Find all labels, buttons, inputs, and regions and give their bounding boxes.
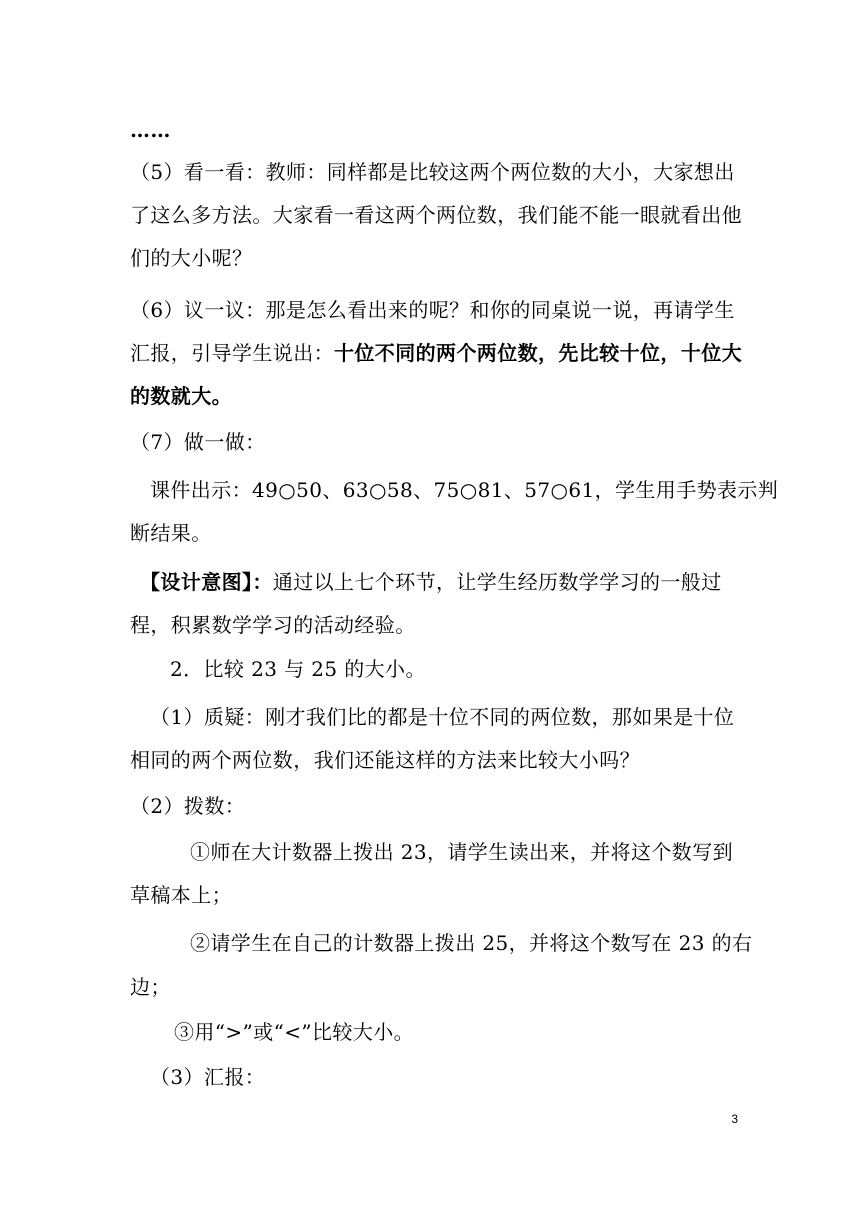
- paragraph-6-line-2: 汇报，引导学生说出：十位不同的两个两位数，先比较十位，十位大: [130, 341, 742, 365]
- design-intent-line-2: 程，积累数学学习的活动经验。: [130, 613, 416, 637]
- step-3-line: ③用“>”或“<”比较大小。: [174, 1020, 415, 1044]
- paragraph-6-line-1: （6）议一议：那是怎么看出来的呢？和你的同桌说一说，再请学生: [130, 298, 735, 322]
- paragraph-5-line-3: 们的大小呢？: [130, 246, 253, 270]
- question-line-2: 相同的两个两位数，我们还能这样的方法来比较大小吗？: [130, 748, 640, 772]
- step-1-line-2: 草稿本上；: [130, 883, 232, 907]
- design-intent-line-1: 【设计意图】：通过以上七个环节，让学生经历数学学习的一般过: [140, 570, 722, 594]
- step-2-line-2: 边；: [130, 975, 171, 999]
- dial-numbers-heading: （2）拨数：: [130, 794, 246, 818]
- question-line-1: （1）质疑：刚才我们比的都是十位不同的两位数，那如果是十位: [150, 705, 735, 729]
- paragraph-5-line-1: （5）看一看：教师：同样都是比较这两个两位数的大小，大家想出: [130, 160, 735, 184]
- ellipsis-line: ……: [130, 118, 171, 142]
- page-number: 3: [731, 1112, 738, 1126]
- paragraph-6-line-3: 的数就大。: [130, 384, 232, 408]
- step-1-line-1: ①师在大计数器上拨出 23，请学生读出来，并将这个数写到: [190, 840, 734, 864]
- paragraph-5-line-2: 了这么多方法。大家看一看这两个两位数，我们能不能一眼就看出他: [130, 203, 742, 227]
- conclusion-bold-text: 十位不同的两个两位数，先比较十位，十位大: [334, 341, 742, 365]
- courseware-line-2: 断结果。: [130, 521, 212, 545]
- step-2-line-1: ②请学生在自己的计数器上拨出 25，并将这个数写在 23 的右: [190, 931, 753, 955]
- courseware-line-1: 课件出示：49○50、63○58、75○81、57○61，学生用手势表示判: [150, 478, 779, 502]
- design-intent-label: 【设计意图】：: [140, 570, 273, 594]
- report-heading: （3）汇报：: [150, 1065, 266, 1089]
- section-2-heading: 2．比较 23 与 25 的大小。: [170, 657, 426, 681]
- paragraph-7-heading: （7）做一做：: [130, 430, 266, 454]
